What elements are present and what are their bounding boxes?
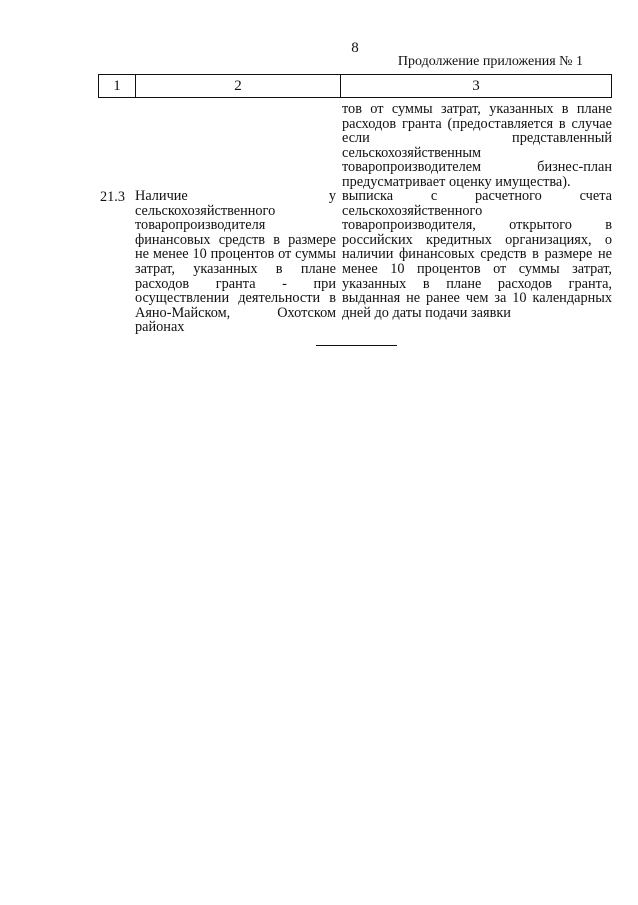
header-cell-3: 3 (472, 77, 480, 94)
header-cell-2: 2 (136, 75, 341, 97)
row-document-text: выписка с расчетного счета сельскохозяйственного товаропроизводителя, открытого в российских кредитных организациях, о наличии финансовых средств в размере не менее 10 процентов от суммы затрат, указанных в плане расходов гранта, выданная не ранее чем за 10 календарных дней до даты подачи заявки (342, 188, 612, 321)
page-number: 8 (351, 40, 359, 56)
header-cell-1: 1 (99, 75, 136, 97)
row-requirement-text: Наличие у сельскохозяйственного товаропроизводителя финансовых средств в размере не менее 10 процентов от суммы затрат, указанных в плане расходов гранта - при осуществлении деятельности в Аяно-Майском, Охотском районах (135, 188, 336, 336)
table-header-row (98, 74, 612, 98)
end-of-document-rule (316, 345, 397, 346)
continuation-label: Продолжение приложения № 1 (397, 54, 583, 69)
continued-cell-text: тов от суммы затрат, указанных в плане расходов гранта (предоставляется в случае если представленный сельскохозяйственным товаропроизводителем бизнес-план предусматривает оценку имущества). (342, 101, 612, 190)
row-number: 21.3 (100, 189, 126, 205)
